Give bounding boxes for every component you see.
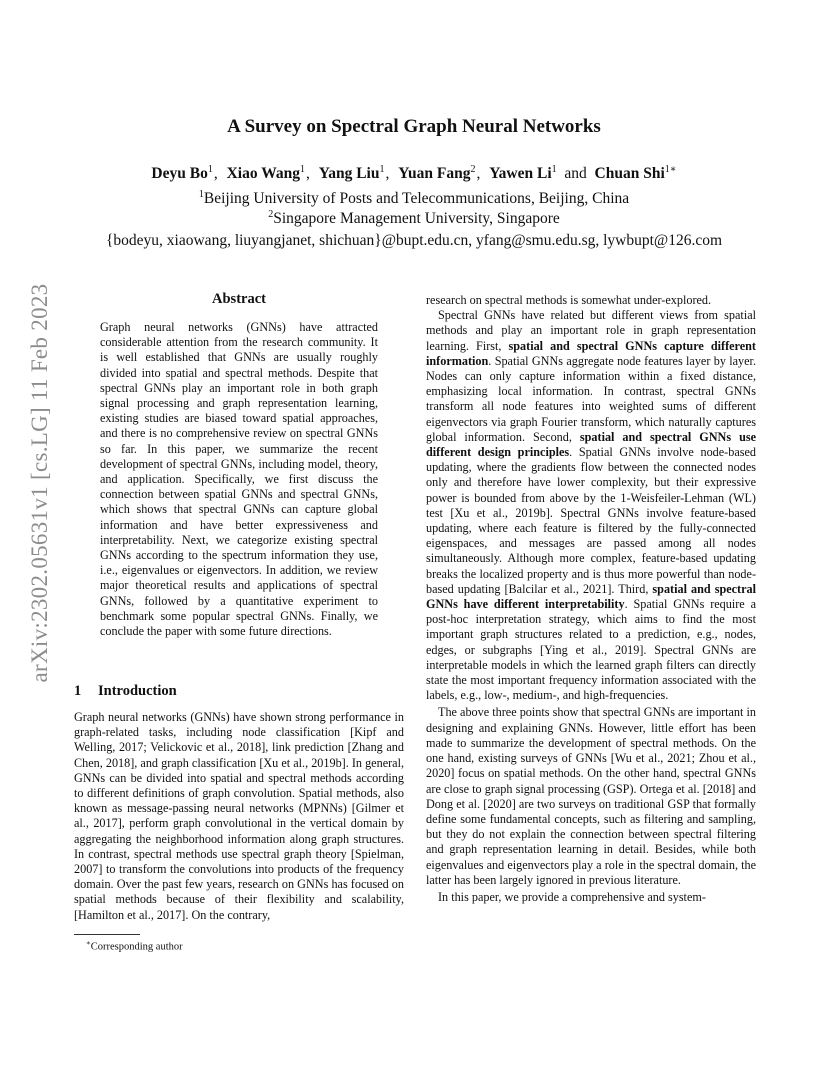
author-separator: , bbox=[213, 165, 218, 183]
footnote bbox=[86, 939, 183, 953]
author-affiliation-mark: 1 bbox=[299, 164, 305, 175]
author-affiliation-mark: 1 bbox=[551, 164, 557, 175]
footnote-text: Corresponding author bbox=[90, 941, 183, 953]
author-separator: , bbox=[305, 165, 310, 183]
continued-paragraph: research on spectral methods is somewhat under-explored. bbox=[426, 293, 712, 307]
paragraph-text: Spectral GNNs have related but different views from spatial methods and play an important role in graph representation learning. First, bbox=[426, 308, 756, 353]
author-list bbox=[0, 164, 828, 183]
author-name: Yawen Li bbox=[489, 165, 552, 183]
body-paragraph: In this paper, we provide a comprehensive and system- bbox=[438, 889, 706, 904]
section-number: 1 bbox=[74, 683, 82, 699]
affiliation-1 bbox=[0, 189, 828, 208]
footnote-mark: ∗ bbox=[86, 939, 91, 947]
arxiv-identifier: arXiv:2302.05631v1 [cs.LG] 11 Feb 2023 bbox=[27, 283, 52, 682]
right-column-body bbox=[426, 293, 756, 905]
footnote-rule bbox=[74, 934, 140, 935]
emphasis-text: spatial and spectral GNNs use different design principles bbox=[426, 429, 756, 460]
paragraph-text: . Spatial GNNs require a post-hoc interpretation strategy, which aims to find the most important graph structures related to a prediction, e.g., nodes, edges, or subgraphs [Ying et al., 2019]. Spectral GNNs are interpretable models in which the learned graph filters can directly state the most important frequency information associated with the labels, e.g., low-, medium-, and high-frequencies. bbox=[426, 597, 756, 703]
author-separator: , bbox=[385, 165, 390, 183]
abstract-text: Graph neural networks (GNNs) have attracted considerable attention from the research community. It is well established that GNNs are usually roughly divided into spatial and spectral methods. Despite that spectral GNNs play an important role in both graph signal processing and graph representation learning, existing studies are biased toward spatial approaches, and there is no comprehensive review on spectral GNNs so far. In this paper, we summarize the recent development of spectral GNNs, including model, theory, and application. Specifically, we first discuss the connection between spatial GNNs and spectral GNNs, which shows that spectral GNNs can capture global information and have better expressiveness and interpretability. Next, we categorize existing spectral GNNs according to the spectrum information they use, i.e., eigenvalues or eigenvectors. In addition, we review major theoretical results and applications of spectral GNNs, followed by a quantitative experiment to benchmark some popular spectral GNNs. Finally, we conclude the paper with some future directions. bbox=[100, 320, 378, 639]
body-paragraph: The above three points show that spectral GNNs are important in designing and explaining GNNs. However, little effort has been made to summarize the development of spectral methods. On the one hand, existing surveys of GNNs [Wu et al., 2021; Zhou et al., 2020] focus on spatial methods. On the other hand, spectral GNNs are close to graph signal processing (GSP). Ortega et al. [2018] and Dong et al. [2020] are two surveys on traditional GSP that formally define some fundamental concepts, such as filtering and sampling, but they do not explain the connection between spectral filtering and graph representation learning in detail. Besides, while both eigenvalues and eigenvectors play a role in the spectral domain, the latter has been largely ignored in previous literature. bbox=[426, 705, 756, 887]
affiliation-mark: 2 bbox=[268, 209, 274, 220]
intro-paragraph: Graph neural networks (GNNs) have shown strong performance in graph-related tasks, including node classification [Kipf and Welling, 2017; Velickovic et al., 2018], link prediction [Zhang and Chen, 2018], and graph classification [Xu et al., 2019b]. In general, GNNs can be divided into spatial and spectral methods according to different definitions of graph convolution. Spatial methods, also known as message-passing neural networks (MPNNs) [Gilmer et al., 2017], perform graph convolutional in the vertical domain by aggregating the neighborhood information along graph structures. In contrast, spectral methods use spectral graph theory [Spielman, 2007] to transform the convolutions into products of the frequency domain. Over the past few years, research on GNNs has focused on spatial methods because of their flexibility and scalability, [Hamilton et al., 2017]. On the contrary, bbox=[74, 710, 404, 922]
author-name: Yuan Fang bbox=[398, 165, 471, 183]
emphasis-text: spatial and spectral GNNs capture different information bbox=[426, 338, 756, 368]
author-name: Chuan Shi bbox=[594, 165, 665, 183]
author-affiliation-mark: 1 bbox=[207, 164, 213, 175]
arxiv-sidebar-stamp bbox=[20, 283, 60, 682]
author-affiliation-mark: 1 bbox=[379, 164, 385, 175]
emphasis-text: spatial and spectral GNNs have different interpretability bbox=[426, 581, 756, 612]
affiliation-text: Beijing University of Posts and Telecommunications, Beijing, China bbox=[203, 190, 630, 208]
author-emails: {bodeyu, xiaowang, liuyangjanet, shichuan}@bupt.edu.cn, yfang@smu.edu.sg, lywbupt@126.com bbox=[105, 232, 723, 249]
author-name: Xiao Wang bbox=[226, 165, 300, 183]
affiliation-2 bbox=[0, 209, 828, 228]
body-paragraph bbox=[426, 308, 756, 703]
author-conjunction: and bbox=[564, 165, 587, 183]
paragraph-text: . Spatial GNNs aggregate node features layer by layer. Nodes can only capture information within a fixed distance, emphasizing local information. In contrast, spectral GNNs transform all node features into weighted sums of different eigenvectors via graph Fourier transform, which naturally captures global information. Second, bbox=[426, 353, 756, 444]
author-name: Yang Liu bbox=[318, 165, 380, 183]
left-column-body bbox=[74, 710, 404, 923]
author-affiliation-mark: 1∗ bbox=[664, 164, 677, 175]
author-affiliation-mark: 2 bbox=[470, 164, 476, 175]
abstract-heading: Abstract bbox=[212, 291, 266, 307]
section-title: Introduction bbox=[98, 683, 177, 699]
affiliation-text: Singapore Management University, Singapore bbox=[273, 210, 560, 228]
paper-title: A Survey on Spectral Graph Neural Networks bbox=[227, 116, 601, 137]
affiliation-mark: 1 bbox=[198, 189, 204, 200]
author-name: Deyu Bo bbox=[151, 165, 208, 183]
paragraph-text: . Spatial GNNs involve node-based updating, where the gradients flow between the connected nodes only and therefore have lower complexity, but their expressive power is bounded from above by the 1-Weisfeiler-Lehman (WL) test [Xu et al., 2019b]. Spectral GNNs involve feature-based updating, where each feature is filtered by the fully-connected eigenspaces, and messages are passed among all nodes simultaneously. Although more complex, feature-based updating breaks the localized property and is thus more powerful than node-based updating [Balcilar et al., 2021]. Third, bbox=[426, 445, 756, 596]
author-separator: , bbox=[476, 165, 481, 183]
section-heading bbox=[74, 683, 177, 700]
